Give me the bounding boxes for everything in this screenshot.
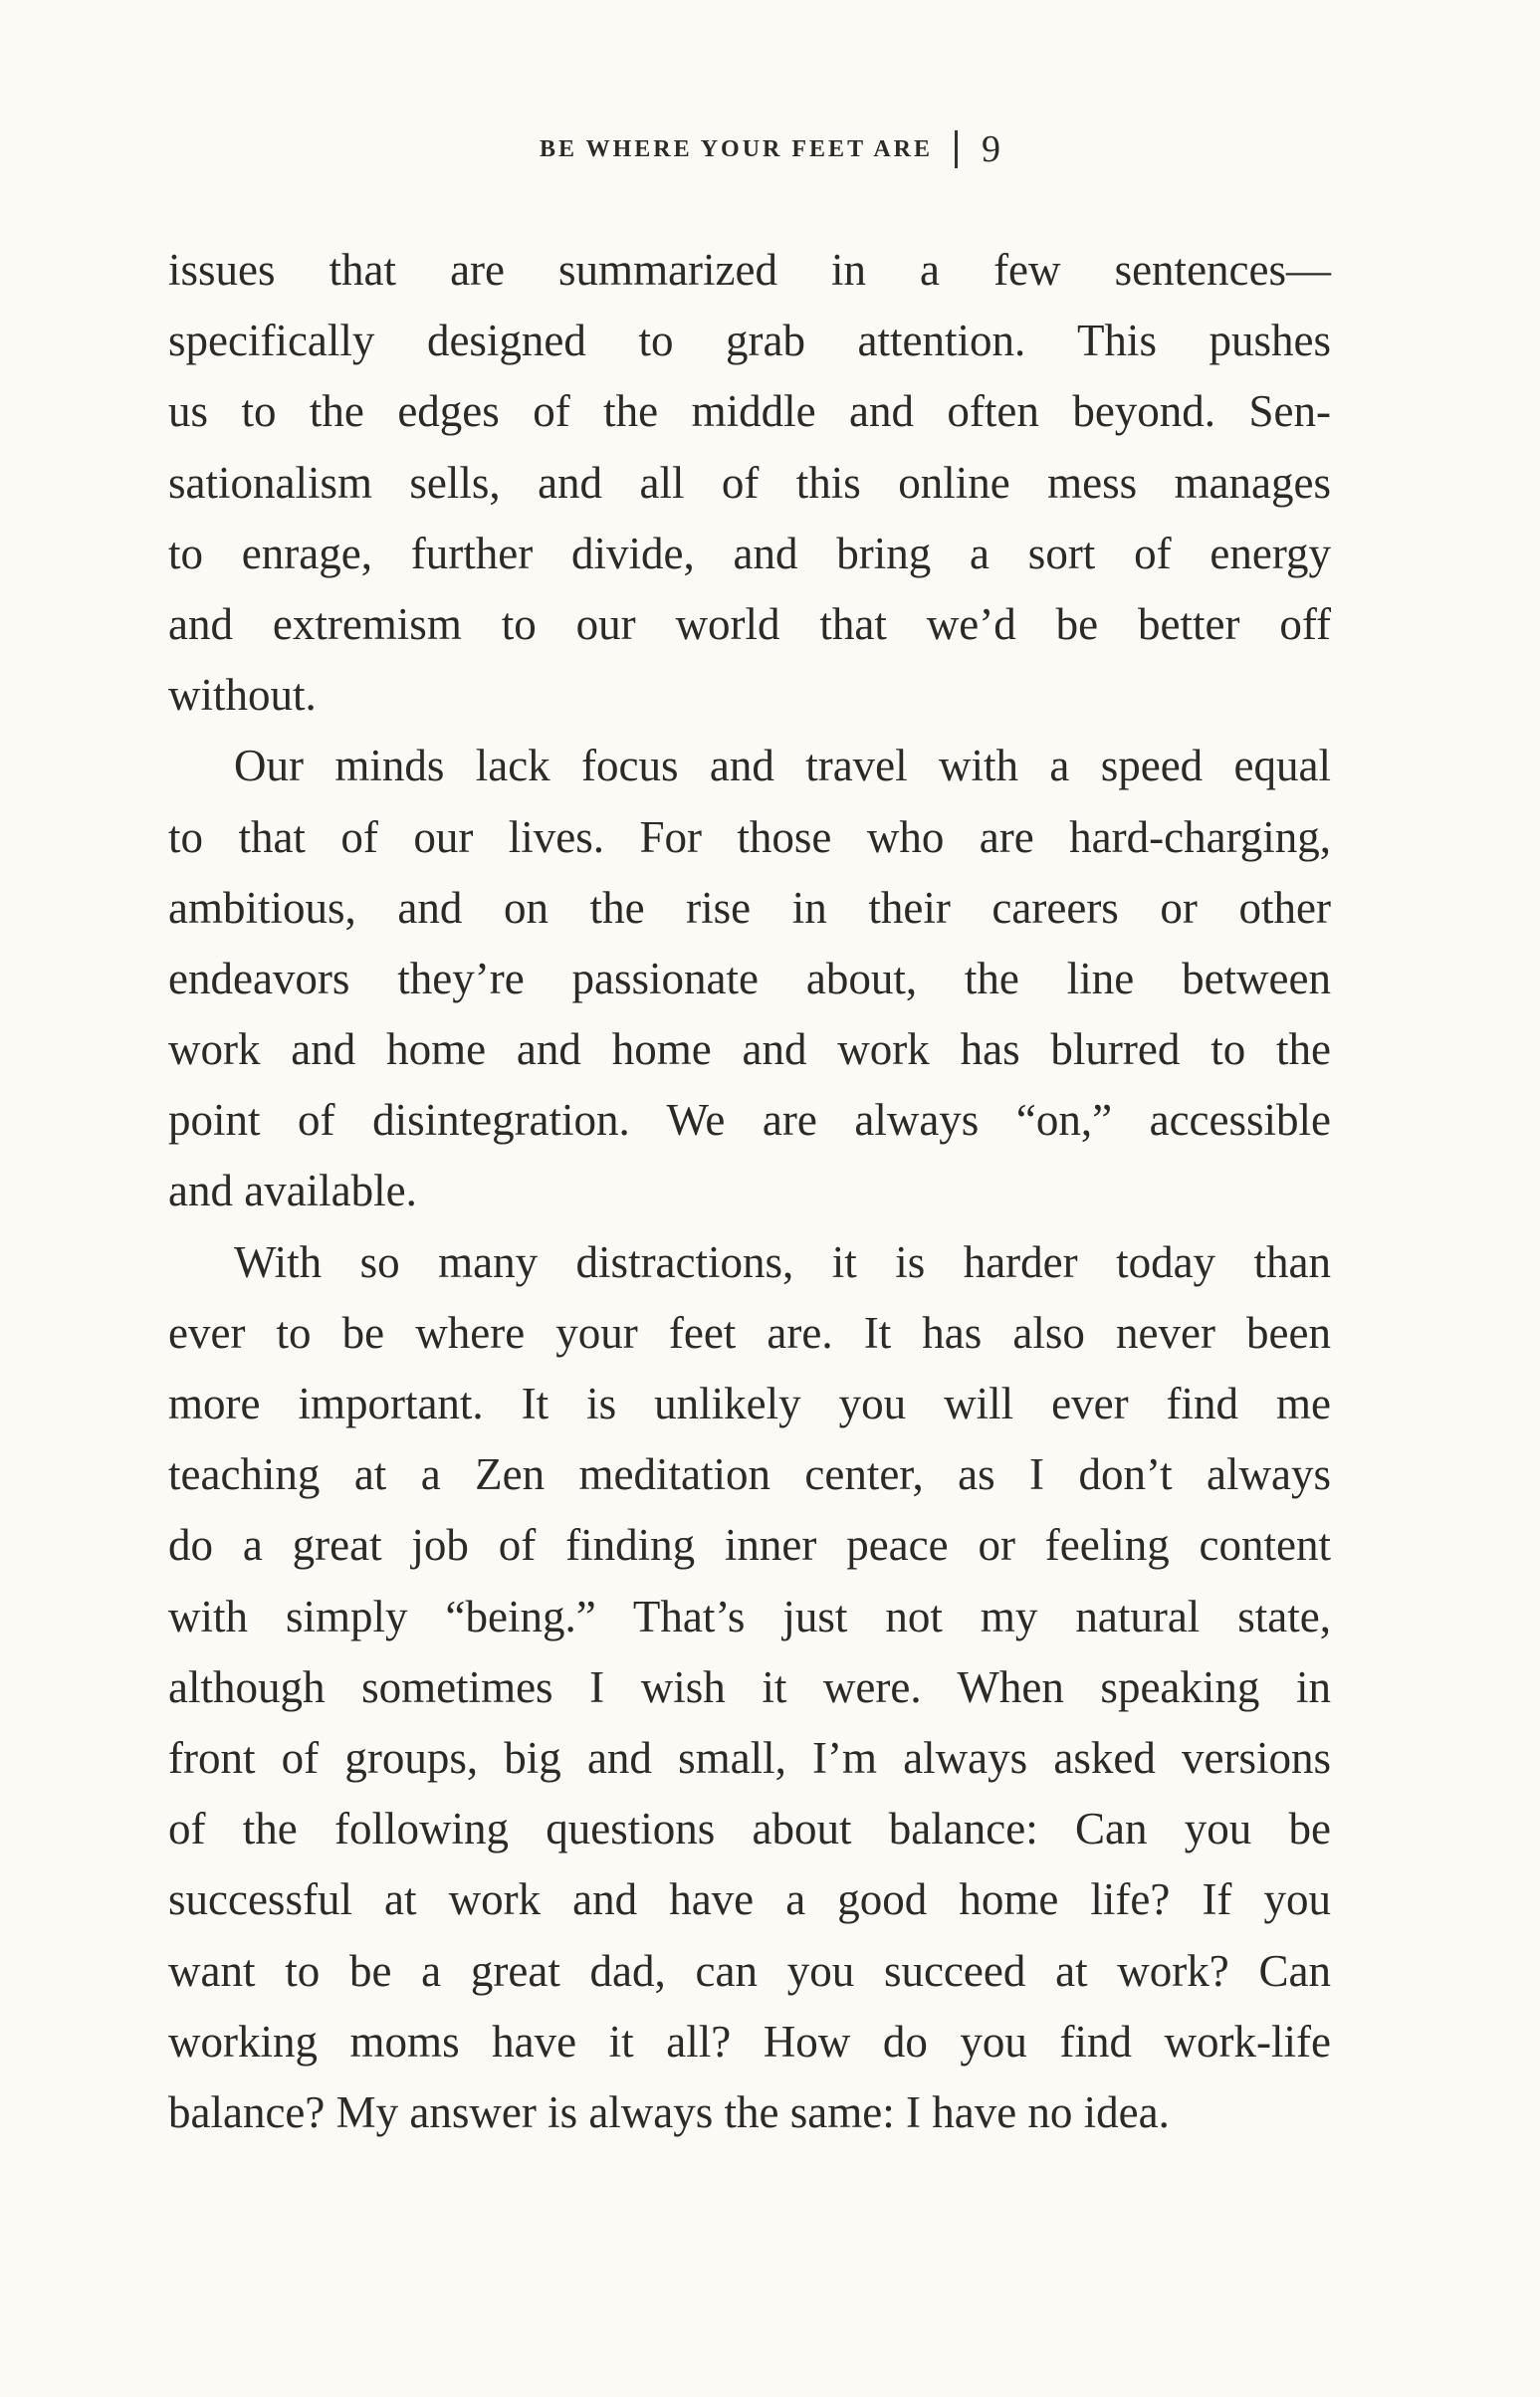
text-line: issues that are summarized in a few sentences— [168,245,1331,295]
text-line: specifically designed to grab attention. This pushes [168,316,1331,366]
text-line: work and home and home and work has blurred to the [168,1024,1331,1075]
body-text [168,235,1331,2148]
text-line: ever to be where your feet are. It has also never been [168,1307,1331,1358]
text-line: want to be a great dad, can you succeed at work? Can [168,1945,1331,1996]
text-line: to that of our lives. For those who are hard-charging, [168,811,1331,862]
page-number: 9 [981,128,1000,170]
text-line: sationalism sells, and all of this online mess manages [168,457,1331,508]
text-line: more important. It is unlikely you will ever find me [168,1379,1331,1428]
text-line: us to the edges of the middle and often beyond. Sen- [168,386,1331,437]
text-line: of the following questions about balance: Can you be [168,1804,1331,1854]
text-line: ambitious, and on the rise in their careers or other [168,882,1331,933]
text-line: point of disintegration. We are always “on,” accessible [168,1095,1331,1146]
text-line: to enrage, further divide, and bring a sort of energy [168,528,1331,578]
paragraph [168,235,1331,731]
running-title: BE WHERE YOUR FEET ARE [540,135,933,162]
text-line: Our minds lack focus and travel with a speed equal [234,741,1331,791]
text-line: front of groups, big and small, I’m always asked versions [168,1732,1331,1783]
text-line: and available. [168,1166,417,1216]
header-divider [955,130,958,168]
paragraph [168,1227,1331,2148]
text-line: without. [168,670,317,721]
text-line: successful at work and have a good home life? If you [168,1874,1331,1925]
text-line: endeavors they’re passionate about, the line between [168,953,1331,1003]
running-header [0,127,1540,171]
text-line: with simply “being.” That’s just not my natural state, [168,1591,1331,1641]
text-line: do a great job of finding inner peace or feeling content [168,1520,1331,1571]
text-line: although sometimes I wish it were. When speaking in [168,1661,1331,1712]
text-line: teaching at a Zen meditation center, as I don’t always [168,1449,1331,1500]
text-line: and extremism to our world that we’d be better off [168,598,1331,649]
text-line: working moms have it all? How do you find work-life [168,2016,1331,2067]
text-line: With so many distractions, it is harder today than [234,1236,1331,1287]
paragraph [168,731,1331,1226]
text-line: balance? My answer is always the same: I have no idea. [168,2086,1170,2137]
